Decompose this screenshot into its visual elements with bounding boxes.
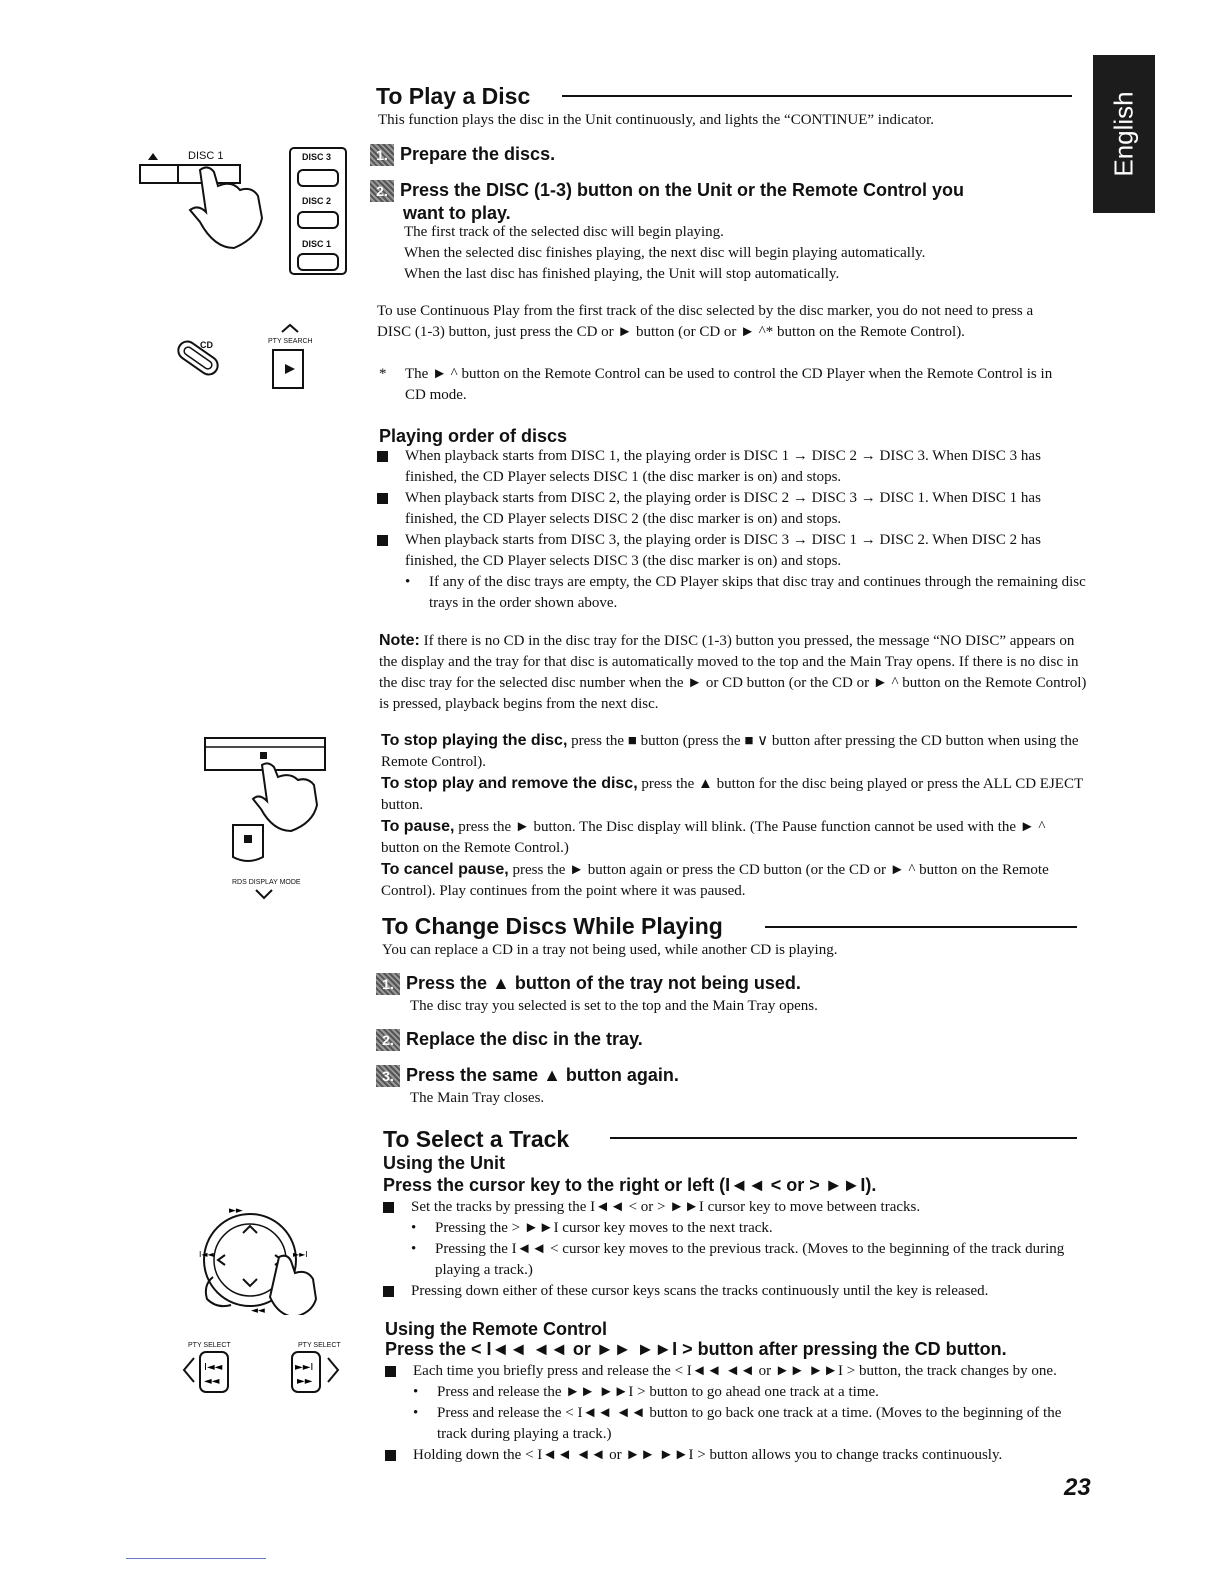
section-title-change-discs: To Change Discs While Playing [382,913,723,939]
section-rule [765,926,1077,928]
footnote-text: The ► ^ button on the Remote Control can be used to control the CD Player when the Remote Control is in CD mode. [405,366,1053,403]
list-item: When playback starts from DISC 2, the playing order is DISC 2 → DISC 3 → DISC 1. When DISC 1 has finished, the CD Player selects DISC 2 (the disc marker is on) and stops. [377,488,1087,530]
illustration-remote-skip [178,1340,358,1400]
stop-item: To stop playing the disc, press the ■ button (press the ■ ∨ button after pressing the CD button when using the Remote Control). [381,732,1079,770]
list-item: When playback starts from DISC 1, the playing order is DISC 1 → DISC 2 → DISC 3. When DISC 3 has finished, the CD Player selects DISC 1 (the disc marker is on) and stops. [377,446,1087,488]
step-text: Press the DISC (1-3) button on the Unit or the Remote Control you [400,180,965,200]
page-number: 23 [1064,1474,1091,1501]
stop-pause-instructions [381,730,1086,902]
asterisk: * [379,366,387,382]
section-rule [610,1137,1077,1139]
pty-select-right-label: PTY SELECT [298,1342,341,1349]
change-discs-intro: You can replace a CD in a tray not being used, while another CD is playing. [382,942,838,958]
note-text: If there is no CD in the disc tray for the DISC (1-3) button you pressed, the message “NO DISC” appears on the display and the tray for that disc is automatically moved to the top and the Main Tray opens. If there is no disc in the disc tray for the selected disc number when the ► or CD button (or the CD or ► ^ button on the Remote Control) is pressed, playback begins from the next disc. [379,633,1087,712]
using-remote-title: Using the Remote Control [385,1319,608,1339]
cd-play-buttons-icon [170,320,330,395]
using-remote-list [385,1361,1085,1466]
using-unit-subtitle: Press the cursor key to the right or left (I◄◄ < or > ►►I). [383,1175,877,1195]
footnote [377,364,1070,406]
illustration-stop [200,735,335,905]
list-sub-item: • If any of the disc trays are empty, the CD Player skips that disc tray and continues through the remaining disc trays in the order shown above. [377,572,1087,614]
cursor-key-hand-icon [195,1205,330,1315]
step1-body: The disc tray you selected is set to the top and the Main Tray opens. [410,998,818,1014]
list-sub-item: • Press and release the ►► ►►I > button to go ahead one track at a time. [385,1382,1085,1403]
cancel-pause-item: To cancel pause, press the ► button again or press the CD button (or the CD or ► ^ button on the Remote Control). Play continues from the point where it was paused. [381,861,1049,899]
step-number: 2. [370,180,394,202]
list-sub-item: • Press and release the < I◄◄ ◄◄ button to go back one track at a time. (Moves to the beginning of the track during playing a track.) [385,1403,1085,1445]
svg-text:◄◄: ◄◄ [204,1376,220,1387]
illustration-disc-buttons [130,140,360,290]
svg-text:◄◄: ◄◄ [251,1306,265,1315]
svg-text:►►: ►► [297,1376,313,1387]
pause-item: To pause, press the ► button. The Disc display will blink. (The Pause function cannot be used with the ► ^ button on the Remote Control.) [381,818,1046,856]
footer-line [126,1558,266,1559]
list-sub-item: • Pressing the I◄◄ < cursor key moves to the previous track. (Moves to the beginning of the track during playing a track.) [383,1239,1083,1281]
list-item: Holding down the < I◄◄ ◄◄ or ►► ►►I > button allows you to change tracks continuously. [385,1445,1085,1466]
step3-body: The Main Tray closes. [410,1090,545,1106]
disc2-label: DISC 2 [302,196,332,206]
step-press-disc [370,179,1090,224]
cd-label: CD [200,340,213,350]
rds-display-mode-label: RDS DISPLAY MODE [232,879,301,886]
using-unit-list [383,1197,1083,1302]
eject-item: To stop play and remove the disc, press the ▲ button for the disc being played or press the ALL CD EJECT button. [381,775,1083,813]
step2-body [404,222,1084,285]
note [379,630,1089,715]
playing-order-list [377,446,1087,614]
continuous-play-text: To use Continuous Play from the first track of the disc selected by the disc marker, you do not need to press a DISC (1-3) button, just press the CD or ► button (or CD or ► ^* button on the Remote Control). [377,303,1034,340]
step-press-eject-again: 3. Press the same ▲ button again. [376,1065,679,1087]
playing-order-title: Playing order of discs [379,426,568,446]
disc1-label: DISC 1 [188,150,224,162]
svg-text:►►: ►► [229,1206,243,1216]
section-title-play-disc: To Play a Disc [376,83,531,109]
play-disc-intro: This function plays the disc in the Unit continuously, and lights the “CONTINUE” indicator. [378,112,935,128]
step-press-eject: 1. Press the ▲ button of the tray not being used. [376,973,801,995]
language-tab-label: English [1108,91,1139,177]
illustration-cd-play [170,320,330,395]
body-line: When the last disc has finished playing, the Unit will stop automatically. [404,266,840,282]
step-text-cont: want to play. [403,203,511,224]
section-rule [562,95,1072,97]
list-item: When playback starts from DISC 3, the playing order is DISC 3 → DISC 1 → DISC 2. When DISC 2 has finished, the CD Player selects DISC 3 (the disc marker is on) and stops. [377,530,1087,572]
step-prepare-discs [370,144,555,166]
list-sub-item: • Pressing the > ►►I cursor key moves to the next track. [383,1218,1083,1239]
remote-skip-buttons-icon [178,1340,358,1400]
svg-text:►►I: ►►I [295,1362,314,1373]
disc1b-label: DISC 1 [302,239,332,249]
using-remote-subtitle: Press the < I◄◄ ◄◄ or ►► ►►I > button after pressing the CD button. [385,1339,1007,1359]
illustration-cursor-keys [195,1205,330,1315]
svg-text:I◄◄: I◄◄ [204,1362,223,1373]
step-number: 1. [370,144,394,166]
svg-text:I◄◄: I◄◄ [199,1250,214,1259]
note-label: Note: [379,632,420,649]
pty-select-left-label: PTY SELECT [188,1342,231,1349]
list-item: Each time you briefly press and release the < I◄◄ ◄◄ or ►► ►►I > button, the track changes by one. [385,1361,1085,1382]
list-item: Set the tracks by pressing the I◄◄ < or > ►►I cursor key to move between tracks. [383,1197,1083,1218]
list-item: Pressing down either of these cursor keys scans the tracks continuously until the key is released. [383,1281,1083,1302]
step-replace-disc: 2. Replace the disc in the tray. [376,1029,643,1051]
disc3-label: DISC 3 [302,152,332,162]
using-unit-title: Using the Unit [383,1153,505,1173]
language-tab [1093,55,1155,213]
pty-search-label: PTY SEARCH [268,338,313,345]
step-text: Prepare the discs. [400,144,556,164]
disc-button-hand-icon [130,140,360,290]
body-line: When the selected disc finishes playing, the next disc will begin playing automatically. [404,245,926,261]
section-title-select-track: To Select a Track [383,1126,570,1152]
svg-text:►►I: ►►I [293,1250,308,1259]
body-line: The first track of the selected disc will begin playing. [404,224,724,240]
